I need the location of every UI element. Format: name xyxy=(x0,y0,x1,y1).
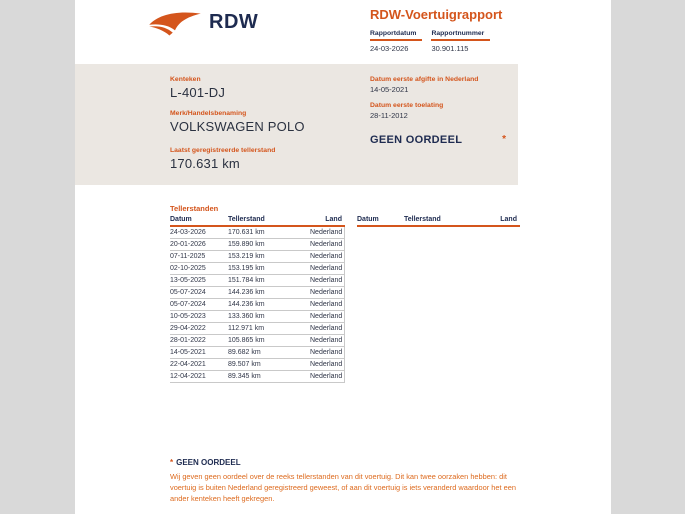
row-datum: 28-01-2022 xyxy=(170,337,206,344)
row-datum: 14-05-2021 xyxy=(170,349,206,356)
row-land: Nederland xyxy=(310,313,343,320)
row-datum: 05-07-2024 xyxy=(170,289,206,296)
oordeel-footnote-marker: * xyxy=(502,134,506,145)
row-land: Nederland xyxy=(310,289,343,296)
row-land: Nederland xyxy=(310,301,343,308)
table-row xyxy=(170,239,344,251)
rapportdatum-field xyxy=(370,30,422,53)
eerste-afgifte-value: 14-05-2021 xyxy=(370,85,409,94)
eerste-toelating-label: Datum eerste toelating xyxy=(370,102,444,109)
table-row xyxy=(170,311,344,323)
report-page xyxy=(75,0,611,514)
column-header-tellerstand: Tellerstand xyxy=(404,216,441,223)
row-tellerstand: 144.236 km xyxy=(228,301,265,308)
tellerstanden-table-header-right xyxy=(357,216,520,227)
footnote-text: Wij geven geen oordeel over de reeks tellerstanden van dit voertuig. Dit kan twee oorzaken hebben: dit voertuig is buiten Nederland geregistreerd geweest, of aan dit voertuig is iets veranderd waardoor het een ander kenteken heeft gekregen. xyxy=(170,472,516,504)
row-datum: 24-03-2026 xyxy=(170,229,206,236)
column-header-land: Land xyxy=(500,216,517,223)
oordeel-status: GEEN OORDEEL xyxy=(370,134,463,146)
vehicle-summary-box xyxy=(75,64,518,185)
row-datum: 20-01-2026 xyxy=(170,241,206,248)
tellerstanden-section-title: Tellerstanden xyxy=(170,204,219,213)
row-datum: 02-10-2025 xyxy=(170,265,206,272)
table-row xyxy=(170,263,344,275)
row-datum: 07-11-2025 xyxy=(170,253,206,260)
column-header-tellerstand: Tellerstand xyxy=(228,216,265,223)
tellerstanden-table-header xyxy=(170,216,345,227)
rapportdatum-label: Rapportdatum xyxy=(370,30,422,41)
table-row xyxy=(170,359,344,371)
row-tellerstand: 89.507 km xyxy=(228,361,261,368)
row-land: Nederland xyxy=(310,265,343,272)
footnote-title-text: GEEN OORDEEL xyxy=(176,458,241,467)
row-tellerstand: 153.219 km xyxy=(228,253,265,260)
row-tellerstand: 153.195 km xyxy=(228,265,265,272)
laatste-tellerstand-value: 170.631 km xyxy=(170,156,240,171)
kenteken-value: L-401-DJ xyxy=(170,85,226,100)
row-land: Nederland xyxy=(310,325,343,332)
row-land: Nederland xyxy=(310,373,343,380)
kenteken-label: Kenteken xyxy=(170,76,201,83)
report-meta xyxy=(370,30,490,53)
row-datum: 05-07-2024 xyxy=(170,301,206,308)
row-datum: 10-05-2023 xyxy=(170,313,206,320)
column-header-datum: Datum xyxy=(170,216,192,223)
row-land: Nederland xyxy=(310,361,343,368)
row-land: Nederland xyxy=(310,277,343,284)
merk-label: Merk/Handelsbenaming xyxy=(170,110,247,117)
row-datum: 29-04-2022 xyxy=(170,325,206,332)
tellerstanden-table-right xyxy=(357,216,520,227)
row-datum: 12-04-2021 xyxy=(170,373,206,380)
tellerstanden-table-body xyxy=(170,227,345,383)
rdw-logo xyxy=(147,8,258,36)
row-tellerstand: 144.236 km xyxy=(228,289,265,296)
summary-right-column xyxy=(370,76,478,146)
row-tellerstand: 89.682 km xyxy=(228,349,261,356)
row-tellerstand: 151.784 km xyxy=(228,277,265,284)
report-title: RDW-Voertuigrapport xyxy=(370,7,503,22)
footnote-marker: * xyxy=(170,458,174,467)
rdw-flag-icon xyxy=(147,8,203,36)
row-datum: 22-04-2021 xyxy=(170,361,206,368)
table-row xyxy=(170,251,344,263)
row-datum: 13-05-2025 xyxy=(170,277,206,284)
rapportnummer-label: Rapportnummer xyxy=(431,30,490,41)
rapportnummer-field xyxy=(431,30,490,53)
row-land: Nederland xyxy=(310,229,343,236)
laatste-tellerstand-label: Laatst geregistreerde tellerstand xyxy=(170,147,276,154)
footnote-title xyxy=(170,458,241,467)
column-header-datum: Datum xyxy=(357,216,379,223)
row-land: Nederland xyxy=(310,349,343,356)
table-row xyxy=(170,275,344,287)
tellerstanden-tables xyxy=(170,216,520,383)
summary-left-column xyxy=(170,76,305,181)
table-row xyxy=(170,227,344,239)
table-row xyxy=(170,371,344,383)
eerste-afgifte-label: Datum eerste afgifte in Nederland xyxy=(370,76,479,83)
row-tellerstand: 89.345 km xyxy=(228,373,261,380)
table-row xyxy=(170,287,344,299)
rdw-logo-text: RDW xyxy=(209,10,259,33)
row-tellerstand: 133.360 km xyxy=(228,313,265,320)
row-land: Nederland xyxy=(310,241,343,248)
rapportnummer-value: 30.901.115 xyxy=(431,44,469,53)
tellerstanden-table-left xyxy=(170,216,345,383)
row-land: Nederland xyxy=(310,337,343,344)
table-row xyxy=(170,347,344,359)
row-tellerstand: 112.971 km xyxy=(228,325,265,332)
row-land: Nederland xyxy=(310,253,343,260)
row-tellerstand: 159.890 km xyxy=(228,241,265,248)
table-row xyxy=(170,299,344,311)
table-row xyxy=(170,335,344,347)
row-tellerstand: 105.865 km xyxy=(228,337,265,344)
rapportdatum-value: 24-03-2026 xyxy=(370,44,409,53)
column-header-land: Land xyxy=(325,216,342,223)
table-row xyxy=(170,323,344,335)
eerste-toelating-value: 28-11-2012 xyxy=(370,111,408,120)
merk-value: VOLKSWAGEN POLO xyxy=(170,119,305,134)
row-tellerstand: 170.631 km xyxy=(228,229,265,236)
